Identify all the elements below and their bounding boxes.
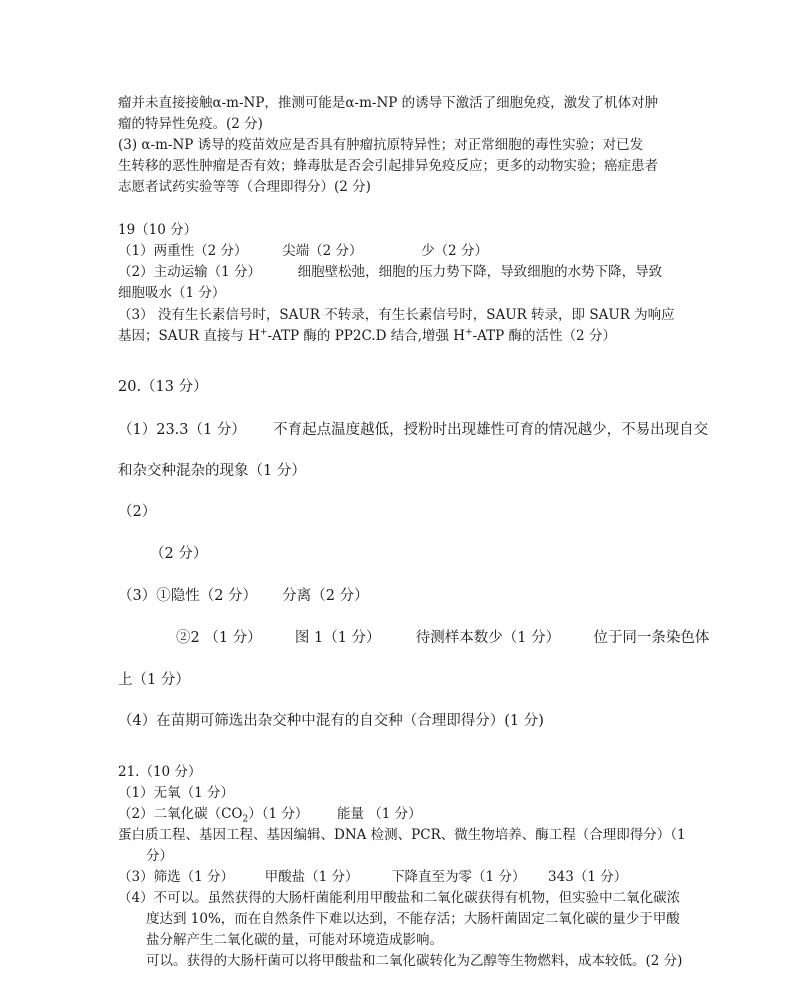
q19-l2-b: 细胞壁松弛，细胞的压力势下降，导致细胞的水势下降，导致 [297, 264, 663, 280]
q20-line-4: （2 分） [150, 546, 208, 562]
q20-l6-c: 待测样本数少（1 分） [415, 630, 561, 646]
q18-line-1: 瘤并未直接接触α-m-NP，推测可能是α-m-NP 的诱导下激活了细胞免疫，激发了机体对肿 [118, 95, 659, 111]
q20-line-6 [176, 631, 709, 646]
q20-line-7: 上（1 分） [118, 672, 190, 688]
q21-line-6: （4）不可以。虽然获得的大肠杆菌能利用甲酸盐和二氧化碳获得有机物，但实验中二氧化碳浓 [118, 890, 681, 906]
q18-line-5: 志愿者试药实验等等（合理即得分）(2 分) [118, 179, 371, 195]
q19-l2-a: （2）主动运输（1 分） [118, 264, 261, 280]
q19-heading: 19（10 分） [118, 222, 198, 238]
q19-l5-sup2: + [465, 327, 473, 338]
q21-line-3: 蛋白质工程、基因工程、基因编辑、DNA 检测、PCR、微生物培养、酶工程（合理即得分）（1 [118, 827, 686, 843]
q21-line-4: 分） [146, 848, 173, 864]
q19-l5-b: -ATP 酶的 PP2C.D 结合,增强 H [267, 328, 466, 344]
q18-line-2: 瘤的特异性免疫。(2 分) [118, 116, 263, 132]
q21-heading: 21.（10 分） [118, 764, 202, 780]
q19-l5-c: -ATP 酶的活性（2 分） [472, 328, 616, 344]
q21-l2-b: ）（1 分） [248, 806, 309, 822]
q19-line-1 [118, 245, 488, 259]
q20-l5-a: （3）①隐性（2 分） [118, 588, 258, 604]
q19-l1-c: 少（2 分） [421, 243, 488, 259]
q20-l6-b: 图 1（1 分） [294, 630, 381, 646]
q20-l1-b: 不育起点温度越低，授粉时出现雄性可育的情况越少，不易出现自交 [273, 422, 709, 438]
q21-l5-d: 343（1 分） [548, 869, 628, 885]
q20-line-1 [118, 423, 708, 438]
q20-l1-a: （1）23.3（1 分） [118, 422, 246, 438]
q21-line-5 [118, 871, 627, 885]
q21-line-8: 盐分解产生二氧化碳的量，可能对环境造成影响。 [146, 932, 443, 948]
q21-line-2 [118, 806, 422, 825]
q21-l5-a: （3）筛选（1 分） [118, 869, 234, 885]
q20-line-2: 和杂交种混杂的现象（1 分） [118, 463, 306, 479]
q19-l5-a: 基因；SAUR 直接与 H [118, 328, 260, 344]
q19-line-4: （3） 没有生长素信号时，SAUR 不转录，有生长素信号时，SAUR 转录，即 SAUR 为响应 [118, 307, 675, 323]
q20-line-8: （4）在苗期可筛选出杂交种中混有的自交种（合理即得分）(1 分) [118, 713, 544, 729]
q20-line-3: （2） [118, 504, 157, 520]
q21-line-9: 可以。获得的大肠杆菌可以将甲酸盐和二氧化碳转化为乙醇等生物燃料，成本较低。(2 分) [146, 953, 683, 969]
q19-line-3: 细胞吸水（1 分） [118, 285, 226, 301]
q20-heading: 20.（13 分） [118, 379, 208, 395]
q21-l5-c: 下降直至为零（1 分） [391, 869, 526, 885]
q21-l2-c: 能量 （1 分） [336, 806, 422, 822]
q21-l2-a: （2）二氧化碳（CO [118, 806, 243, 822]
q21-line-7: 度达到 10%，而在自然条件下难以达到，不能存活；大肠杆菌固定二氧化碳的量少于甲酸 [146, 911, 680, 927]
q19-line-5 [118, 327, 616, 344]
q21-l2-sub: 2 [242, 814, 249, 825]
q19-l1-a: （1）两重性（2 分） [118, 243, 248, 259]
q19-l1-b: 尖端（2 分） [282, 243, 363, 259]
q20-l6-a: ②2 （1 分） [176, 630, 262, 646]
q21-l5-b: 甲酸盐（1 分） [264, 869, 359, 885]
q20-l6-d: 位于同一条染色体 [593, 630, 710, 646]
q20-l5-b: 分离（2 分） [282, 588, 369, 604]
q19-l5-sup1: + [259, 327, 268, 338]
q18-line-4: 生转移的恶性肿瘤是否有效；蜂毒肽是否会引起排异免疫反应；更多的动物实验；癌症患者 [118, 158, 658, 174]
q20-line-5 [118, 589, 369, 604]
q19-line-2 [118, 266, 662, 280]
q21-line-1: （1）无氧（1 分） [118, 785, 234, 801]
q18-line-3: (3) α-m-NP 诱导的疫苗效应是否具有肿瘤抗原特异性；对正常细胞的毒性实验；对已发 [118, 137, 644, 153]
